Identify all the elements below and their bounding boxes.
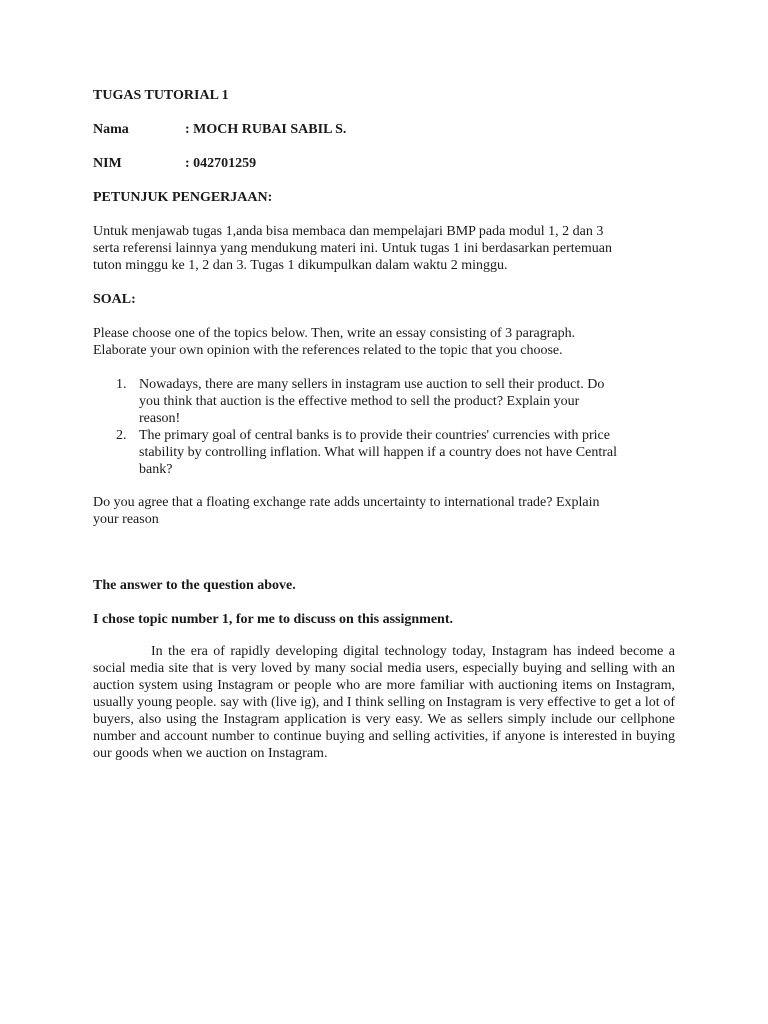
instructions-paragraph <box>93 223 612 274</box>
answer-choice: I chose topic number 1, for me to discuss on this assignment. <box>93 612 454 627</box>
extra-question-line: your reason <box>93 512 159 527</box>
instructions-line: serta referensi lainnya yang mendukung materi ini. Untuk tugas 1 ini berdasarkan pertemuan <box>93 241 612 256</box>
answer-heading: The answer to the question above. <box>93 578 296 593</box>
list-item-line: Nowadays, there are many sellers in instagram use auction to sell their product. Do <box>139 377 605 392</box>
question-intro <box>93 325 575 359</box>
name-label: Nama <box>93 122 129 137</box>
instructions-heading: PETUNJUK PENGERJAAN: <box>93 190 273 205</box>
list-item <box>93 427 675 478</box>
list-item-line: reason! <box>139 411 181 426</box>
list-item-number: 2. <box>116 428 127 443</box>
question-intro-line: Elaborate your own opinion with the references related to the topic that you choose. <box>93 343 563 358</box>
list-item-line: stability by controlling inflation. What will happen if a country does not have Central <box>139 445 617 460</box>
instructions-line: tuton minggu ke 1, 2 dan 3. Tugas 1 dikumpulkan dalam waktu 2 minggu. <box>93 258 508 273</box>
list-item-number: 1. <box>116 377 127 392</box>
document-title: TUGAS TUTORIAL 1 <box>93 88 229 103</box>
question-heading: SOAL: <box>93 292 136 307</box>
topic-list <box>93 376 675 478</box>
list-item-line: bank? <box>139 462 173 477</box>
question-intro-line: Please choose one of the topics below. Then, write an essay consisting of 3 paragraph. <box>93 326 576 341</box>
nim-value: : 042701259 <box>185 156 257 171</box>
nim-label: NIM <box>93 156 122 171</box>
list-item-line: The primary goal of central banks is to provide their countries' currencies with price <box>139 428 610 443</box>
name-value: : MOCH RUBAI SABIL S. <box>185 122 347 137</box>
list-item <box>93 376 675 427</box>
extra-question-line: Do you agree that a floating exchange rate adds uncertainty to international trade? Explain <box>93 495 600 510</box>
extra-question <box>93 494 600 528</box>
answer-paragraph: In the era of rapidly developing digital technology today, Instagram has indeed become a social media site that is very loved by many social media users, especially buying and selling with an auction system using Instagram or people who are more familiar with auctioning items on Instagram, usually young people. say with (live ig), and I think selling on Instagram is very effective to get a lot of buyers, also using the Instagram application is very easy. We as sellers simply include our cellphone number and account number to continue buying and selling activities, if anyone is interested in buying our goods when we auction on Instagram. <box>93 644 675 761</box>
list-item-line: you think that auction is the effective method to sell the product? Explain your <box>139 394 580 409</box>
instructions-line: Untuk menjawab tugas 1,anda bisa membaca dan mempelajari BMP pada modul 1, 2 dan 3 <box>93 224 604 239</box>
